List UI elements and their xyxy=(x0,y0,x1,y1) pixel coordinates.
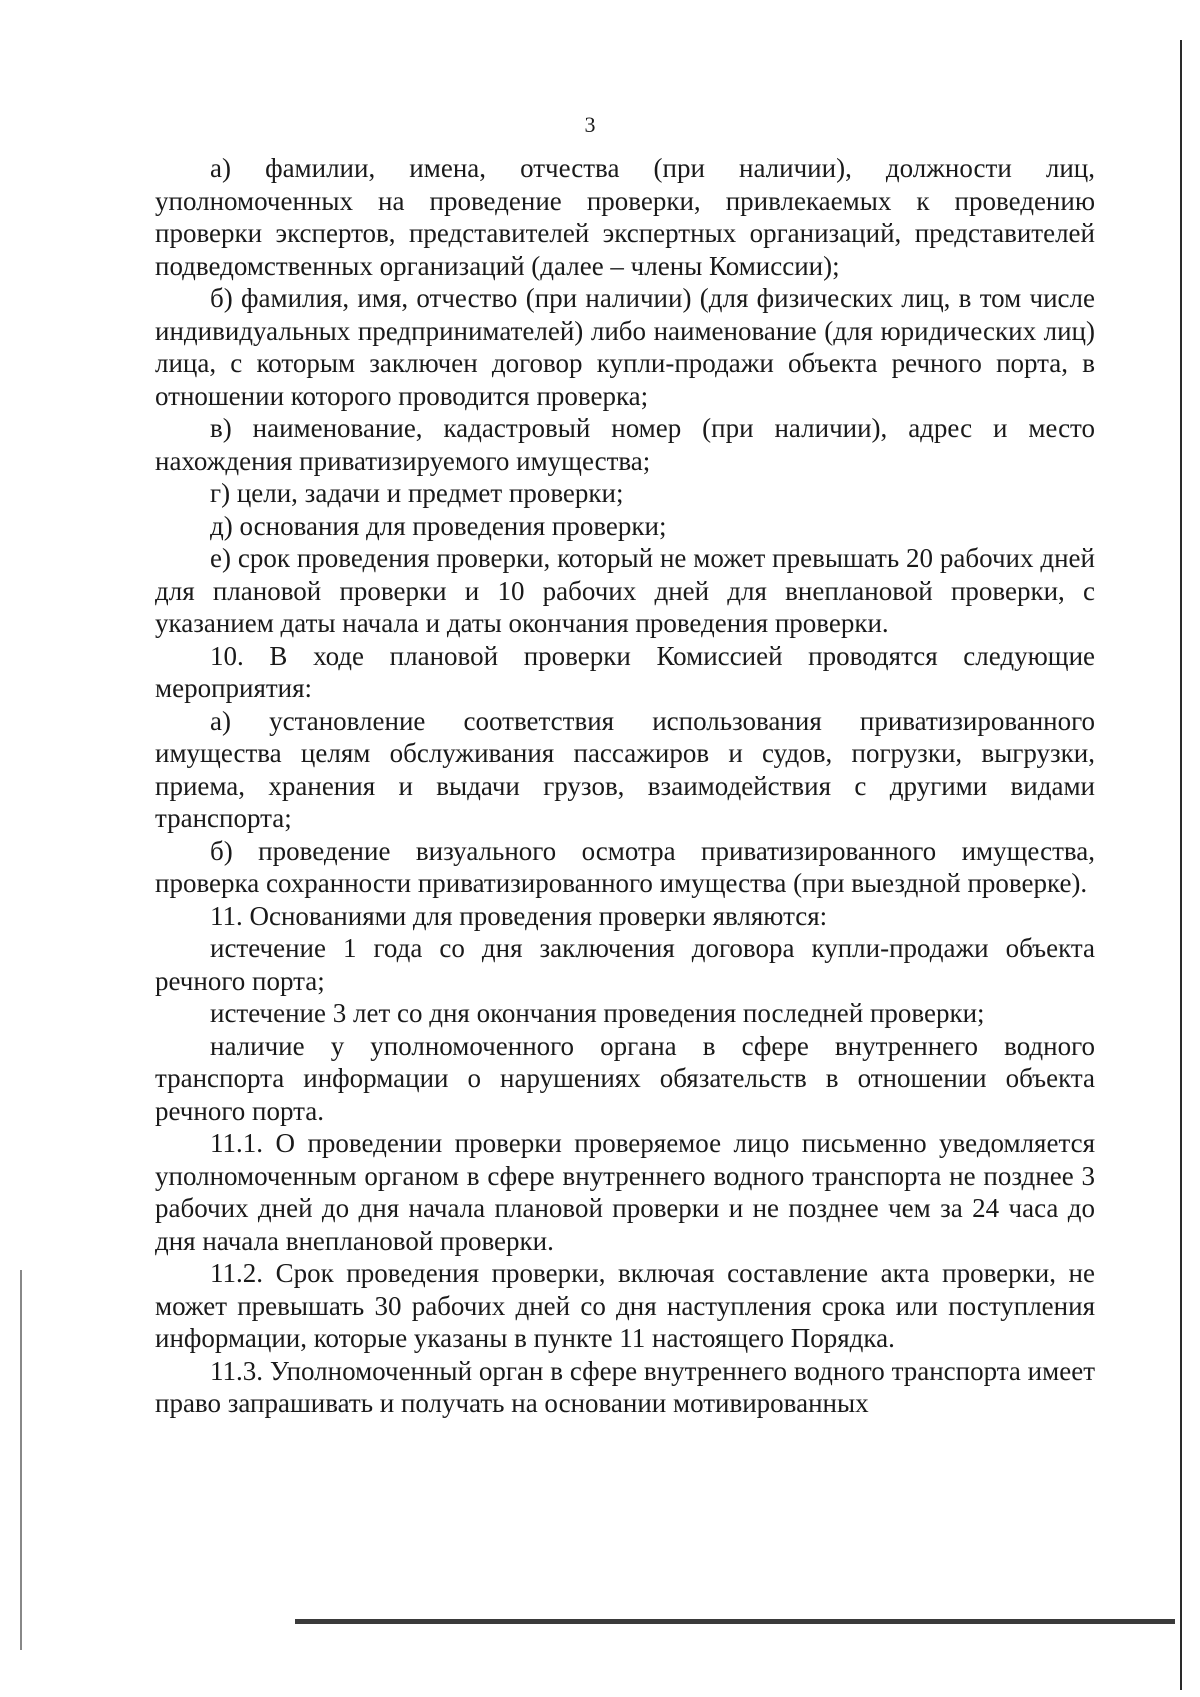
paragraph-11-item-1: истечение 1 года со дня заключения договора купли-продажи объекта речного порта; xyxy=(155,933,1095,996)
scan-edge-bottom xyxy=(295,1619,1175,1624)
paragraph-9g: г) цели, задачи и предмет проверки; xyxy=(210,478,624,508)
scan-edge-right xyxy=(1180,40,1182,1690)
paragraph-11: 11. Основаниями для проведения проверки являются: xyxy=(210,900,828,931)
paragraph-9v: в) наименование, кадастровый номер (при наличии), адрес и место нахождения приватизируемого имущества; xyxy=(155,413,1095,476)
paragraph-9b: б) фамилия, имя, отчество (при наличии) (для физических лиц, в том числе индивидуальных предпринимателей) либо наименование (для юридических лиц) лица, с которым заключен договор купли-продажи объекта речного порта, в отношении которого проводится проверка; xyxy=(155,283,1095,411)
paragraph-9a: а) фамилии, имена, отчества (при наличии), должности лиц, уполномоченных на проведение проверки, привлекаемых к проведению проверки экспертов, представителей экспертных организаций, представителей подведомственных организаций (далее – члены Комиссии); xyxy=(155,153,1095,281)
paragraph-11-1: 11.1. О проведении проверки проверяемое лицо письменно уведомляется уполномоченным органом в сфере внутреннего водного транспорта не позднее 3 рабочих дней до дня начала плановой проверки и не позднее чем за 24 часа до дня начала внеплановой проверки. xyxy=(155,1128,1095,1256)
paragraph-9e: е) срок проведения проверки, который не может превышать 20 рабочих дней для плановой проверки и 10 рабочих дней для внеплановой проверки, с указанием даты начала и даты окончания проведения проверки. xyxy=(155,543,1095,638)
scan-edge-left xyxy=(20,1270,22,1650)
paragraph-10: 10. В ходе плановой проверки Комиссией проводятся следующие мероприятия: xyxy=(155,640,1095,703)
paragraph-11-item-3: наличие у уполномоченного органа в сфере внутреннего водного транспорта информации о нарушениях обязательств в отношении объекта речного порта. xyxy=(155,1030,1095,1126)
document-body xyxy=(155,152,1095,1420)
paragraph-11-2: 11.2. Срок проведения проверки, включая составление акта проверки, не может превышать 30 рабочих дней со дня наступления срока или поступления информации, которые указаны в пункте 11 настоящего Порядка. xyxy=(155,1258,1095,1353)
paragraph-10a: а) установление соответствия использования приватизированного имущества целям обслуживания пассажиров и судов, погрузки, выгрузки, приема, хранения и выдачи грузов, взаимодействия с другими видами транспорта; xyxy=(155,705,1095,833)
paragraph-11-3: 11.3. Уполномоченный орган в сфере внутреннего водного транспорта имеет право запрашивать и получать на основании мотивированных xyxy=(155,1355,1095,1418)
paragraph-10b: б) проведение визуального осмотра приватизированного имущества, проверка сохранности приватизированного имущества (при выездной проверке). xyxy=(155,835,1095,898)
page-number: 3 xyxy=(584,112,596,137)
paragraph-9d: д) основания для проведения проверки; xyxy=(210,510,667,541)
paragraph-11-item-2: истечение 3 лет со дня окончания проведения последней проверки; xyxy=(210,998,985,1028)
